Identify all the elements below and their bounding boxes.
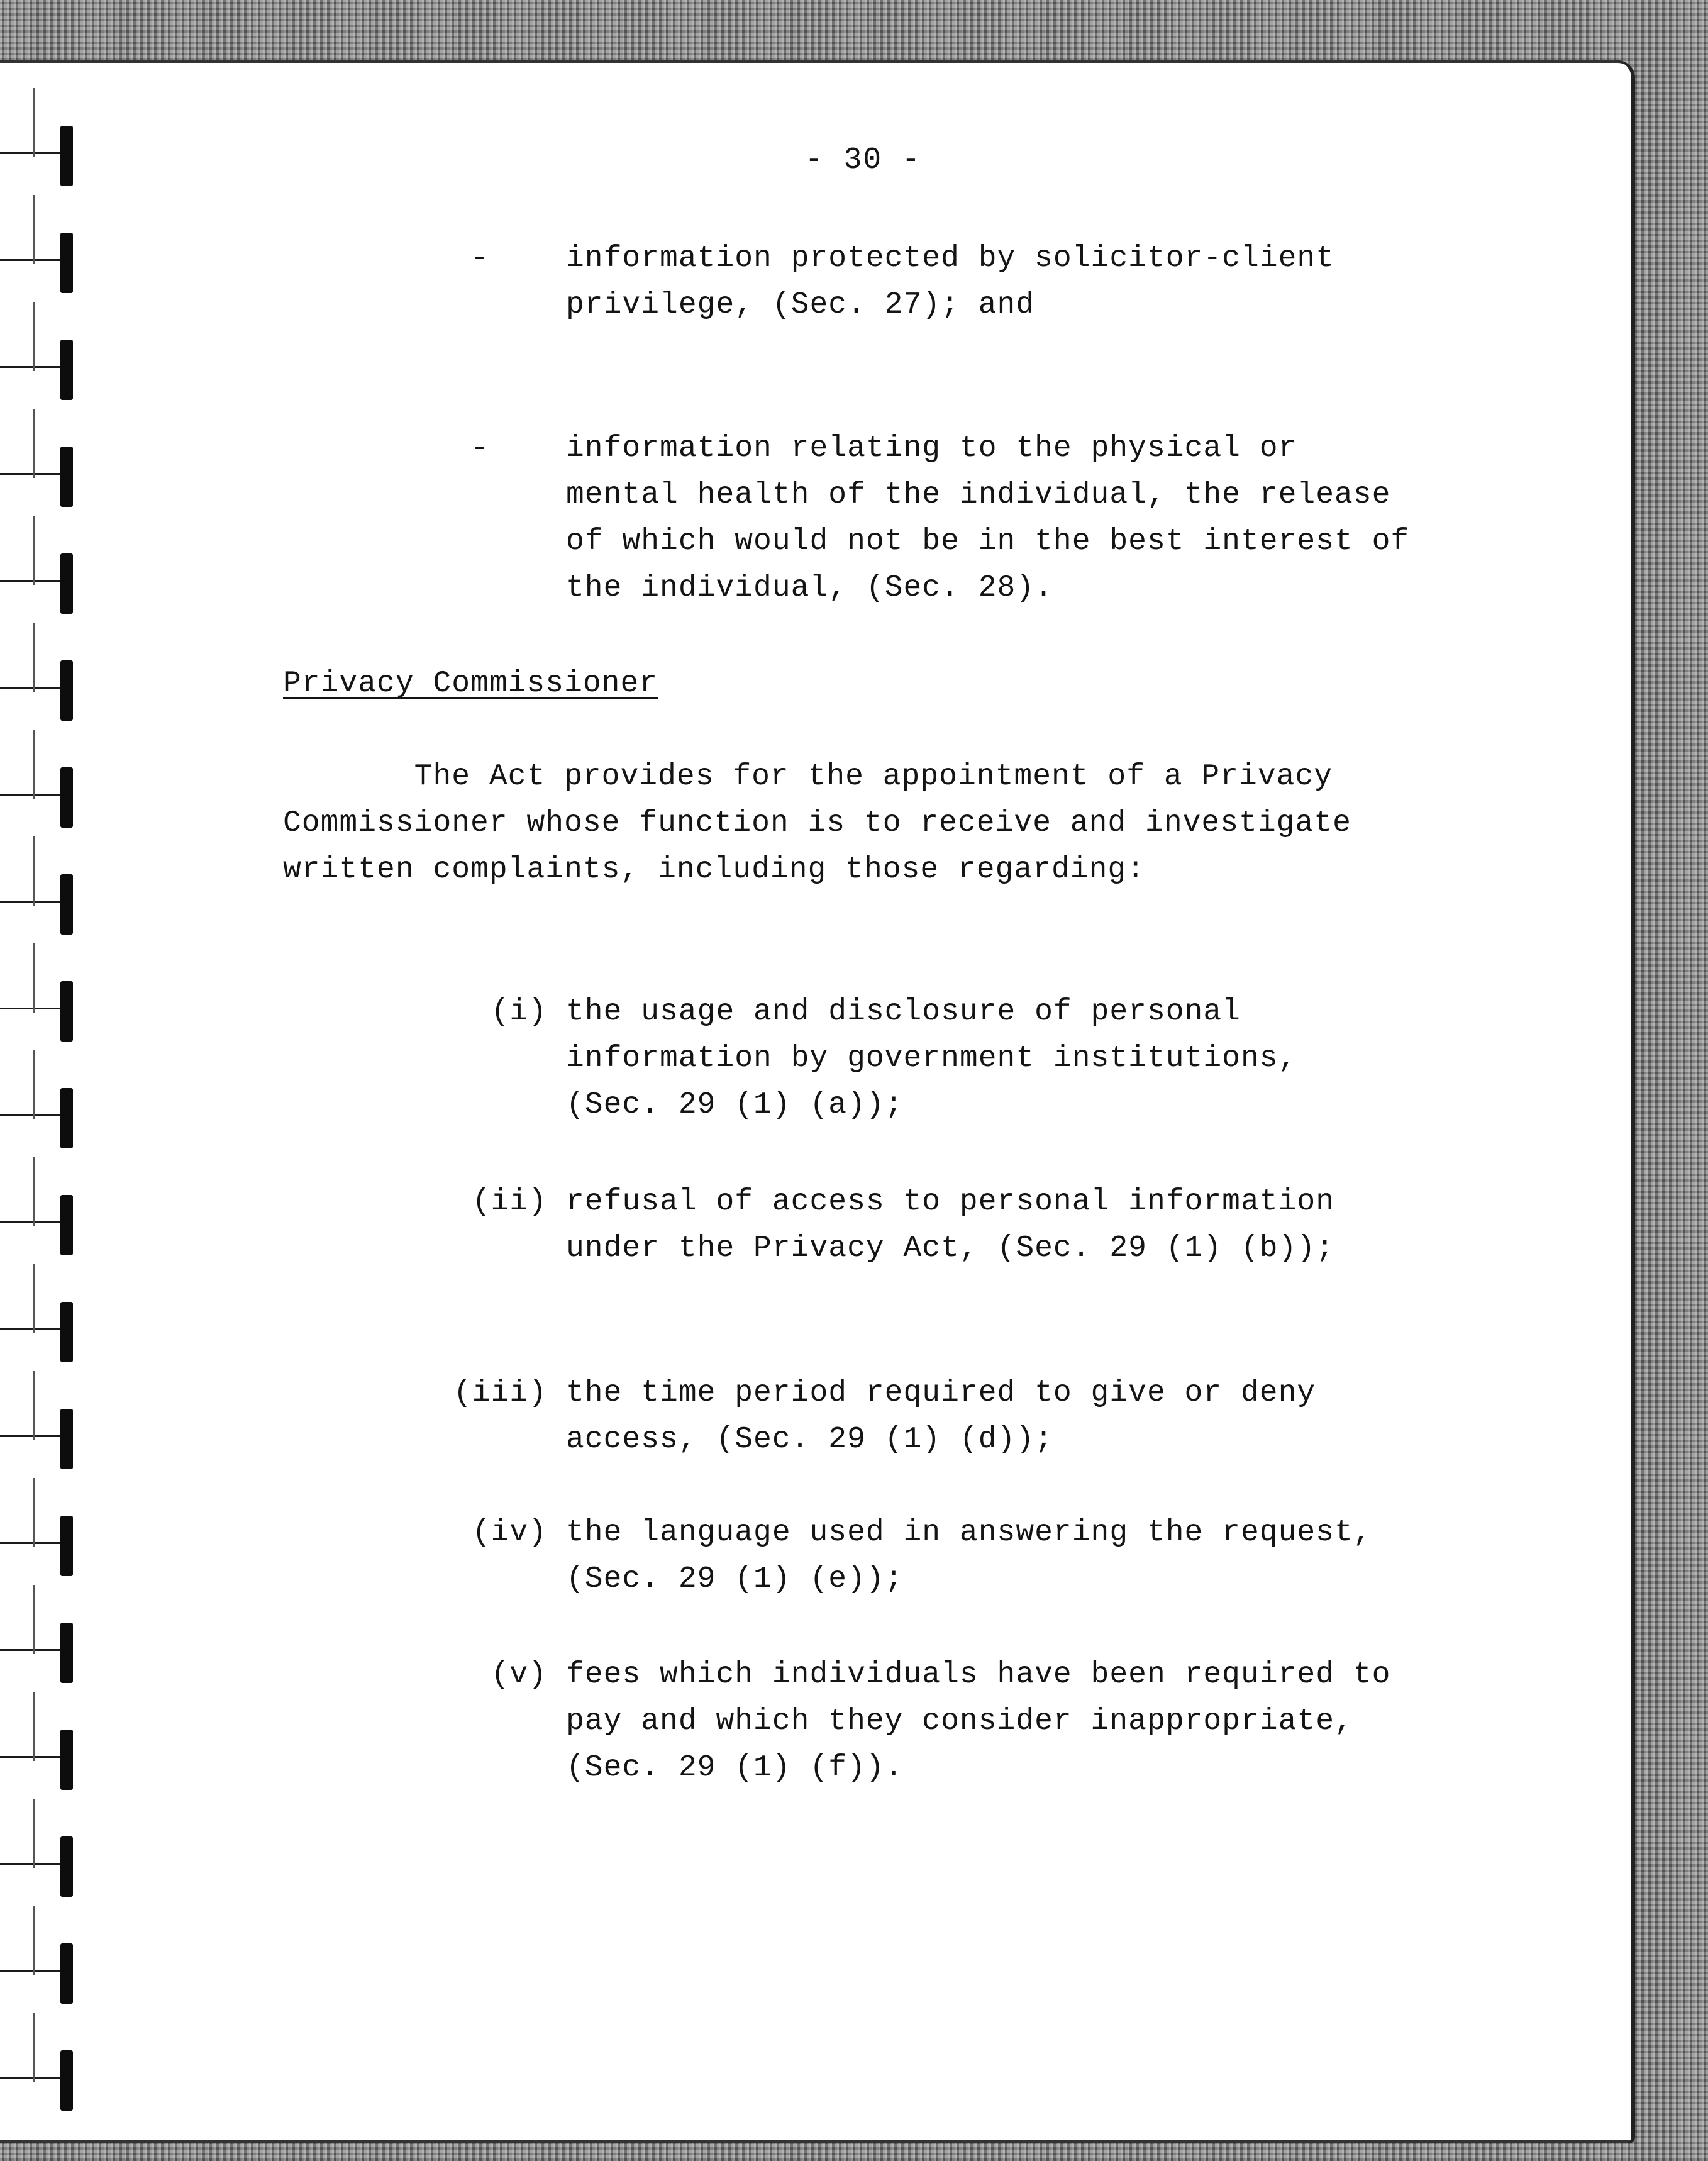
item-line: (Sec. 29 (1) (e)); [566,1562,904,1596]
binding-ring [0,119,82,195]
bullet-line: privilege, (Sec. 27); and [566,288,1035,322]
binding-ring [0,1082,82,1157]
item-label: (iii) [453,1376,547,1410]
bullet-line: information relating to the physical or [566,431,1297,465]
item-line: the time period required to give or deny [566,1376,1316,1410]
item-label: (ii) [472,1185,547,1219]
item-line: the language used in answering the request, [566,1516,1372,1550]
section-heading: Privacy Commissioner [283,667,658,701]
bullet-marker: - [470,431,489,465]
item-line: access, (Sec. 29 (1) (d)); [566,1423,1053,1457]
bullet-line: information protected by solicitor-client [566,242,1334,275]
binding-ring [0,868,82,943]
binding-ring [0,333,82,409]
bullet-line: mental health of the individual, the release [566,478,1391,512]
bullet-marker: - [470,242,489,275]
binding-ring [0,975,82,1050]
item-line: the usage and disclosure of personal [566,995,1241,1029]
binding-ring [0,761,82,836]
item-line: (Sec. 29 (1) (a)); [566,1088,904,1122]
binding-ring [0,1830,82,1906]
binding-ring [0,440,82,516]
item-line: (Sec. 29 (1) (f)). [566,1751,904,1785]
page-number: - 30 - [805,143,921,177]
binding-ring [0,1616,82,1692]
item-line: under the Privacy Act, (Sec. 29 (1) (b)); [566,1231,1334,1265]
binding-ring [0,1189,82,1264]
binding-ring [0,654,82,730]
paragraph-line: Commissioner whose function is to receive and investigate [283,806,1351,840]
paragraph-line: The Act provides for the appointment of a Privacy [283,760,1333,794]
paragraph-line: written complaints, including those regarding: [283,853,1146,887]
binding-ring [0,2044,82,2119]
binding-ring [0,1723,82,1799]
item-line: information by government institutions, [566,1042,1297,1075]
item-line: refusal of access to personal information [566,1185,1334,1219]
binding-ring [0,547,82,623]
item-label: (i) [491,995,547,1029]
binding-ring [0,226,82,302]
spiral-binding [0,63,88,2138]
bullet-line: of which would not be in the best interest of [566,525,1410,558]
item-label: (iv) [472,1516,547,1550]
binding-ring [0,1937,82,2013]
binding-ring [0,1403,82,1478]
bullet-line: the individual, (Sec. 28). [566,571,1053,605]
item-line: fees which individuals have been required to [566,1658,1391,1692]
binding-ring [0,1296,82,1371]
binding-ring [0,1509,82,1585]
item-label: (v) [491,1658,547,1692]
item-line: pay and which they consider inappropriate, [566,1704,1353,1738]
